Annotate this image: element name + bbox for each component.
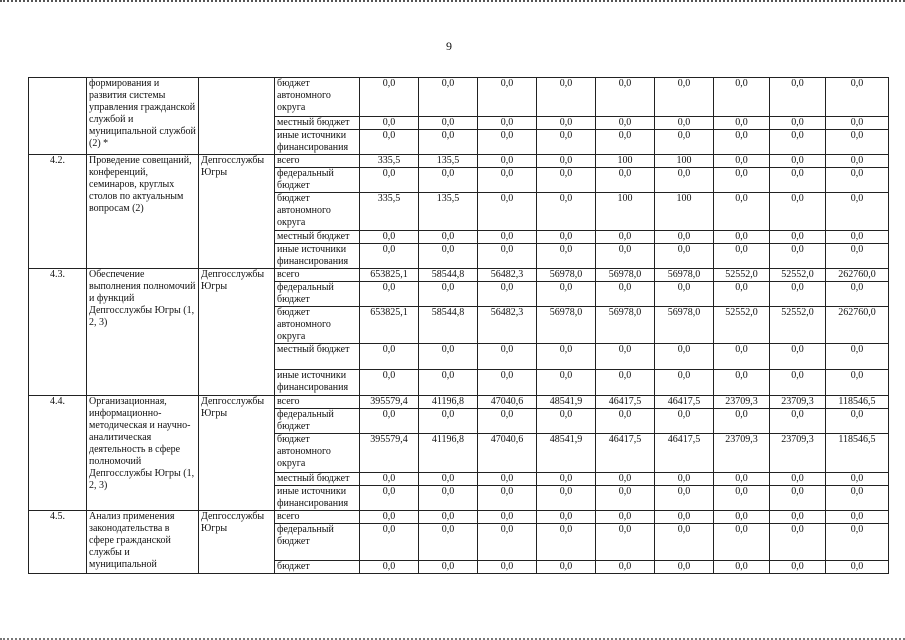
amount-cell: 0,0 bbox=[419, 473, 478, 486]
amount-cell: 0,0 bbox=[596, 473, 655, 486]
activity-name: Обеспечение выполнения полномочий и функций Депгосслужбы Югры (1, 2, 3) bbox=[87, 269, 199, 396]
amount-cell: 118546,5 bbox=[826, 396, 889, 409]
item-number: 4.2. bbox=[29, 155, 87, 269]
amount-cell: 0,0 bbox=[360, 473, 419, 486]
amount-cell: 0,0 bbox=[596, 409, 655, 434]
table-row bbox=[29, 155, 889, 168]
amount-cell: 0,0 bbox=[826, 344, 889, 370]
amount-cell: 56978,0 bbox=[596, 307, 655, 344]
table-row bbox=[29, 78, 889, 117]
amount-cell: 0,0 bbox=[770, 244, 826, 269]
amount-cell: 0,0 bbox=[714, 78, 770, 117]
amount-cell: 56482,3 bbox=[478, 269, 537, 282]
funding-source: иные источники финансирования bbox=[275, 130, 360, 155]
amount-cell: 0,0 bbox=[360, 486, 419, 511]
amount-cell: 0,0 bbox=[596, 344, 655, 370]
amount-cell: 0,0 bbox=[596, 130, 655, 155]
amount-cell: 0,0 bbox=[714, 344, 770, 370]
amount-cell: 0,0 bbox=[537, 130, 596, 155]
table-row bbox=[29, 511, 889, 524]
amount-cell: 0,0 bbox=[537, 231, 596, 244]
amount-cell: 0,0 bbox=[770, 231, 826, 244]
amount-cell: 47040,6 bbox=[478, 396, 537, 409]
amount-cell: 0,0 bbox=[478, 524, 537, 561]
amount-cell: 0,0 bbox=[419, 168, 478, 193]
amount-cell: 0,0 bbox=[360, 78, 419, 117]
table-row bbox=[29, 396, 889, 409]
amount-cell: 0,0 bbox=[478, 130, 537, 155]
amount-cell: 0,0 bbox=[770, 524, 826, 561]
amount-cell: 0,0 bbox=[714, 524, 770, 561]
amount-cell: 46417,5 bbox=[655, 396, 714, 409]
amount-cell: 0,0 bbox=[537, 370, 596, 396]
amount-cell: 100 bbox=[596, 155, 655, 168]
amount-cell: 52552,0 bbox=[770, 269, 826, 282]
amount-cell: 0,0 bbox=[770, 282, 826, 307]
amount-cell: 118546,5 bbox=[826, 434, 889, 473]
amount-cell: 52552,0 bbox=[770, 307, 826, 344]
amount-cell: 0,0 bbox=[655, 473, 714, 486]
amount-cell: 0,0 bbox=[826, 524, 889, 561]
amount-cell: 0,0 bbox=[419, 130, 478, 155]
amount-cell: 0,0 bbox=[714, 168, 770, 193]
amount-cell: 0,0 bbox=[714, 244, 770, 269]
amount-cell: 0,0 bbox=[596, 78, 655, 117]
amount-cell: 56978,0 bbox=[655, 269, 714, 282]
amount-cell: 56978,0 bbox=[596, 269, 655, 282]
amount-cell: 0,0 bbox=[537, 511, 596, 524]
item-number: 4.4. bbox=[29, 396, 87, 511]
amount-cell: 653825,1 bbox=[360, 269, 419, 282]
amount-cell: 0,0 bbox=[419, 117, 478, 130]
amount-cell: 0,0 bbox=[655, 511, 714, 524]
amount-cell: 100 bbox=[596, 193, 655, 231]
executor: Депгосслужбы Югры bbox=[199, 269, 275, 396]
amount-cell: 41196,8 bbox=[419, 396, 478, 409]
funding-source: федеральный бюджет bbox=[275, 409, 360, 434]
amount-cell: 0,0 bbox=[770, 78, 826, 117]
amount-cell: 0,0 bbox=[770, 155, 826, 168]
funding-source: местный бюджет bbox=[275, 344, 360, 370]
amount-cell: 0,0 bbox=[596, 282, 655, 307]
amount-cell: 0,0 bbox=[537, 473, 596, 486]
amount-cell: 0,0 bbox=[419, 370, 478, 396]
amount-cell: 0,0 bbox=[655, 231, 714, 244]
amount-cell: 0,0 bbox=[655, 344, 714, 370]
funding-source: иные источники финансирования bbox=[275, 486, 360, 511]
amount-cell: 0,0 bbox=[596, 244, 655, 269]
amount-cell: 0,0 bbox=[537, 244, 596, 269]
amount-cell: 0,0 bbox=[655, 168, 714, 193]
amount-cell: 0,0 bbox=[655, 370, 714, 396]
amount-cell: 0,0 bbox=[714, 473, 770, 486]
amount-cell: 0,0 bbox=[478, 231, 537, 244]
amount-cell: 262760,0 bbox=[826, 307, 889, 344]
amount-cell: 47040,6 bbox=[478, 434, 537, 473]
amount-cell: 0,0 bbox=[770, 511, 826, 524]
amount-cell: 0,0 bbox=[714, 282, 770, 307]
amount-cell: 0,0 bbox=[655, 409, 714, 434]
amount-cell: 23709,3 bbox=[714, 434, 770, 473]
amount-cell: 0,0 bbox=[714, 193, 770, 231]
funding-source: иные источники финансирования bbox=[275, 244, 360, 269]
amount-cell: 0,0 bbox=[655, 486, 714, 511]
amount-cell: 0,0 bbox=[770, 344, 826, 370]
amount-cell: 46417,5 bbox=[596, 434, 655, 473]
amount-cell: 0,0 bbox=[826, 370, 889, 396]
amount-cell: 0,0 bbox=[478, 370, 537, 396]
funding-source: местный бюджет bbox=[275, 231, 360, 244]
executor: Депгосслужбы Югры bbox=[199, 155, 275, 269]
amount-cell: 0,0 bbox=[596, 231, 655, 244]
amount-cell: 0,0 bbox=[478, 78, 537, 117]
amount-cell: 0,0 bbox=[419, 78, 478, 117]
amount-cell: 0,0 bbox=[655, 117, 714, 130]
amount-cell: 0,0 bbox=[478, 561, 537, 574]
amount-cell: 0,0 bbox=[419, 409, 478, 434]
amount-cell: 0,0 bbox=[714, 370, 770, 396]
amount-cell: 0,0 bbox=[714, 409, 770, 434]
amount-cell: 653825,1 bbox=[360, 307, 419, 344]
executor: Депгосслужбы Югры bbox=[199, 511, 275, 574]
item-number: 4.5. bbox=[29, 511, 87, 574]
amount-cell: 0,0 bbox=[770, 168, 826, 193]
amount-cell: 0,0 bbox=[360, 117, 419, 130]
amount-cell: 0,0 bbox=[770, 473, 826, 486]
amount-cell: 0,0 bbox=[714, 231, 770, 244]
amount-cell: 0,0 bbox=[655, 130, 714, 155]
amount-cell: 56978,0 bbox=[655, 307, 714, 344]
amount-cell: 0,0 bbox=[826, 561, 889, 574]
amount-cell: 0,0 bbox=[826, 130, 889, 155]
amount-cell: 23709,3 bbox=[714, 396, 770, 409]
amount-cell: 0,0 bbox=[826, 78, 889, 117]
amount-cell: 0,0 bbox=[770, 193, 826, 231]
amount-cell: 52552,0 bbox=[714, 307, 770, 344]
table-row bbox=[29, 269, 889, 282]
funding-source: федеральный бюджет bbox=[275, 524, 360, 561]
amount-cell: 0,0 bbox=[826, 282, 889, 307]
funding-source: местный бюджет bbox=[275, 473, 360, 486]
amount-cell: 58544,8 bbox=[419, 307, 478, 344]
amount-cell: 0,0 bbox=[655, 561, 714, 574]
amount-cell: 0,0 bbox=[478, 117, 537, 130]
amount-cell: 0,0 bbox=[537, 78, 596, 117]
amount-cell: 0,0 bbox=[360, 282, 419, 307]
amount-cell: 0,0 bbox=[596, 561, 655, 574]
amount-cell: 0,0 bbox=[419, 561, 478, 574]
funding-source: всего bbox=[275, 269, 360, 282]
funding-source: бюджет bbox=[275, 561, 360, 574]
amount-cell: 56482,3 bbox=[478, 307, 537, 344]
amount-cell: 0,0 bbox=[537, 524, 596, 561]
amount-cell: 0,0 bbox=[478, 155, 537, 168]
amount-cell: 0,0 bbox=[537, 168, 596, 193]
amount-cell: 0,0 bbox=[826, 155, 889, 168]
amount-cell: 0,0 bbox=[714, 117, 770, 130]
amount-cell: 56978,0 bbox=[537, 307, 596, 344]
funding-source: бюджет автономного округа bbox=[275, 307, 360, 344]
amount-cell: 0,0 bbox=[826, 409, 889, 434]
amount-cell: 0,0 bbox=[360, 244, 419, 269]
amount-cell: 0,0 bbox=[478, 244, 537, 269]
amount-cell: 56978,0 bbox=[537, 269, 596, 282]
amount-cell: 335,5 bbox=[360, 193, 419, 231]
amount-cell: 0,0 bbox=[714, 561, 770, 574]
executor bbox=[199, 78, 275, 155]
amount-cell: 0,0 bbox=[360, 561, 419, 574]
amount-cell: 0,0 bbox=[360, 370, 419, 396]
amount-cell: 0,0 bbox=[655, 78, 714, 117]
amount-cell: 0,0 bbox=[770, 370, 826, 396]
amount-cell: 0,0 bbox=[596, 511, 655, 524]
amount-cell: 0,0 bbox=[826, 511, 889, 524]
amount-cell: 23709,3 bbox=[770, 434, 826, 473]
amount-cell: 0,0 bbox=[826, 486, 889, 511]
amount-cell: 0,0 bbox=[770, 117, 826, 130]
amount-cell: 0,0 bbox=[596, 168, 655, 193]
funding-source: всего bbox=[275, 155, 360, 168]
amount-cell: 100 bbox=[655, 193, 714, 231]
amount-cell: 0,0 bbox=[770, 409, 826, 434]
amount-cell: 0,0 bbox=[360, 344, 419, 370]
amount-cell: 135,5 bbox=[419, 193, 478, 231]
amount-cell: 23709,3 bbox=[770, 396, 826, 409]
activity-name: Анализ применения законодательства в сфере гражданской службы и муниципальной bbox=[87, 511, 199, 574]
item-number bbox=[29, 78, 87, 155]
activity-name: Проведение совещаний, конференций, семинаров, круглых столов по актуальным вопросам (2) bbox=[87, 155, 199, 269]
funding-source: всего bbox=[275, 396, 360, 409]
amount-cell: 0,0 bbox=[596, 117, 655, 130]
amount-cell: 0,0 bbox=[360, 409, 419, 434]
amount-cell: 0,0 bbox=[419, 244, 478, 269]
amount-cell: 0,0 bbox=[537, 344, 596, 370]
amount-cell: 0,0 bbox=[714, 511, 770, 524]
amount-cell: 0,0 bbox=[714, 130, 770, 155]
executor: Депгосслужбы Югры bbox=[199, 396, 275, 511]
amount-cell: 0,0 bbox=[537, 561, 596, 574]
amount-cell: 0,0 bbox=[478, 511, 537, 524]
amount-cell: 0,0 bbox=[596, 486, 655, 511]
amount-cell: 0,0 bbox=[419, 486, 478, 511]
funding-source: федеральный бюджет bbox=[275, 168, 360, 193]
item-number: 4.3. bbox=[29, 269, 87, 396]
amount-cell: 41196,8 bbox=[419, 434, 478, 473]
amount-cell: 52552,0 bbox=[714, 269, 770, 282]
amount-cell: 0,0 bbox=[596, 370, 655, 396]
amount-cell: 0,0 bbox=[478, 193, 537, 231]
scan-edge-top bbox=[0, 0, 905, 7]
scan-edge-bottom bbox=[0, 633, 905, 640]
amount-cell: 0,0 bbox=[419, 524, 478, 561]
amount-cell: 0,0 bbox=[537, 117, 596, 130]
amount-cell: 0,0 bbox=[360, 524, 419, 561]
funding-source: бюджет автономного округа bbox=[275, 193, 360, 231]
amount-cell: 0,0 bbox=[826, 244, 889, 269]
amount-cell: 0,0 bbox=[419, 511, 478, 524]
amount-cell: 0,0 bbox=[826, 117, 889, 130]
amount-cell: 0,0 bbox=[419, 344, 478, 370]
amount-cell: 0,0 bbox=[478, 486, 537, 511]
amount-cell: 0,0 bbox=[537, 155, 596, 168]
amount-cell: 0,0 bbox=[826, 168, 889, 193]
amount-cell: 0,0 bbox=[478, 409, 537, 434]
amount-cell: 0,0 bbox=[360, 168, 419, 193]
amount-cell: 46417,5 bbox=[655, 434, 714, 473]
amount-cell: 0,0 bbox=[655, 524, 714, 561]
amount-cell: 0,0 bbox=[537, 409, 596, 434]
amount-cell: 395579,4 bbox=[360, 434, 419, 473]
activity-name: формирования и развития системы управления гражданской службой и муниципальной службой (2) * bbox=[87, 78, 199, 155]
funding-source: местный бюджет bbox=[275, 117, 360, 130]
funding-source: бюджет автономного округа bbox=[275, 78, 360, 117]
funding-source: бюджет автономного округа bbox=[275, 434, 360, 473]
amount-cell: 0,0 bbox=[770, 130, 826, 155]
funding-source: всего bbox=[275, 511, 360, 524]
amount-cell: 0,0 bbox=[478, 473, 537, 486]
amount-cell: 135,5 bbox=[419, 155, 478, 168]
amount-cell: 48541,9 bbox=[537, 396, 596, 409]
funding-source: федеральный бюджет bbox=[275, 282, 360, 307]
amount-cell: 0,0 bbox=[826, 193, 889, 231]
amount-cell: 335,5 bbox=[360, 155, 419, 168]
amount-cell: 262760,0 bbox=[826, 269, 889, 282]
amount-cell: 0,0 bbox=[360, 511, 419, 524]
amount-cell: 46417,5 bbox=[596, 396, 655, 409]
amount-cell: 0,0 bbox=[478, 168, 537, 193]
amount-cell: 0,0 bbox=[360, 130, 419, 155]
amount-cell: 0,0 bbox=[478, 282, 537, 307]
budget-table bbox=[28, 77, 889, 574]
amount-cell: 0,0 bbox=[596, 524, 655, 561]
amount-cell: 48541,9 bbox=[537, 434, 596, 473]
amount-cell: 0,0 bbox=[770, 486, 826, 511]
amount-cell: 58544,8 bbox=[419, 269, 478, 282]
amount-cell: 0,0 bbox=[537, 282, 596, 307]
amount-cell: 0,0 bbox=[478, 344, 537, 370]
amount-cell: 0,0 bbox=[655, 244, 714, 269]
amount-cell: 0,0 bbox=[826, 231, 889, 244]
activity-name: Организационная, информационно-методическая и научно-аналитическая деятельность в сфере полномочий Депгосслужбы Югры (1, 2, 3) bbox=[87, 396, 199, 511]
page-number: 9 bbox=[446, 39, 452, 53]
amount-cell: 100 bbox=[655, 155, 714, 168]
funding-source: иные источники финансирования bbox=[275, 370, 360, 396]
amount-cell: 395579,4 bbox=[360, 396, 419, 409]
amount-cell: 0,0 bbox=[419, 231, 478, 244]
amount-cell: 0,0 bbox=[770, 561, 826, 574]
amount-cell: 0,0 bbox=[537, 486, 596, 511]
amount-cell: 0,0 bbox=[419, 282, 478, 307]
amount-cell: 0,0 bbox=[655, 282, 714, 307]
amount-cell: 0,0 bbox=[537, 193, 596, 231]
amount-cell: 0,0 bbox=[714, 155, 770, 168]
amount-cell: 0,0 bbox=[714, 486, 770, 511]
amount-cell: 0,0 bbox=[360, 231, 419, 244]
amount-cell: 0,0 bbox=[826, 473, 889, 486]
